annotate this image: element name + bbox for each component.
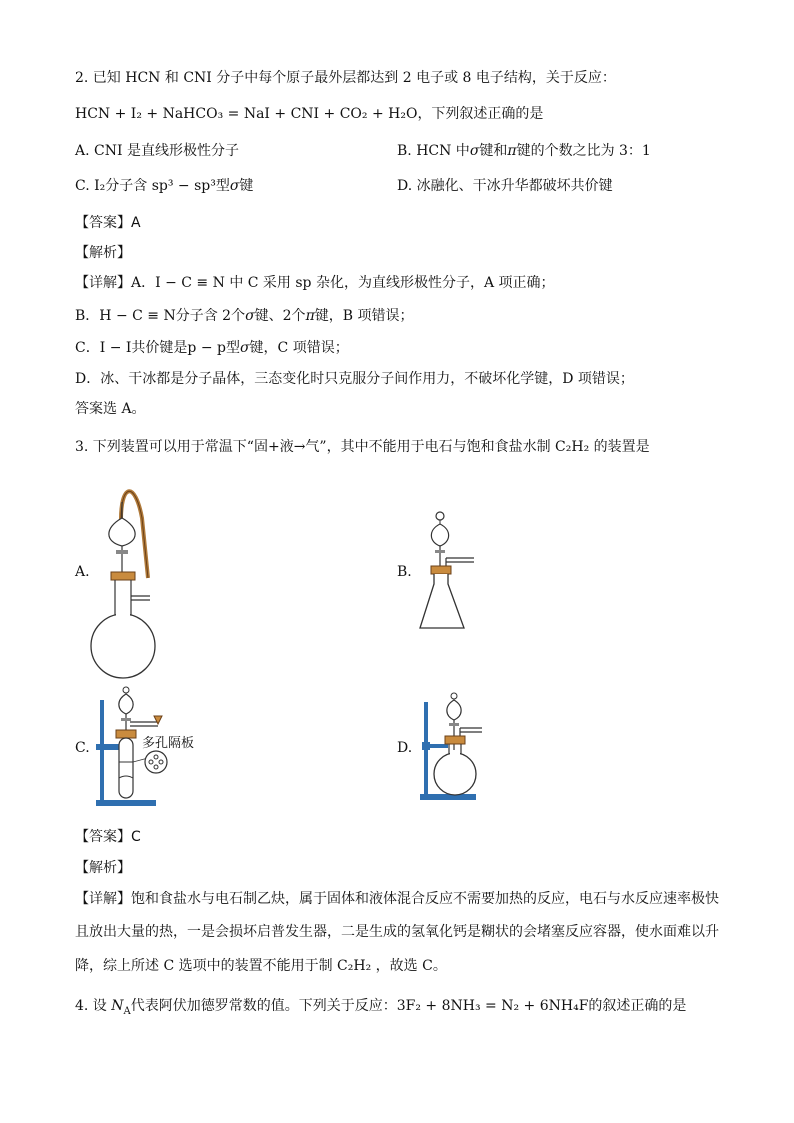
q3-label-c: C. <box>75 740 90 756</box>
q3-label-a: A. <box>75 564 90 580</box>
q2-stem-tail: ，下列叙述正确的是 <box>417 106 544 122</box>
apparatus-a-figure <box>90 478 180 683</box>
q3-stem: 3. 下列装置可以用于常温下“固+液→气”，其中不能用于电石与饱和食盐水制 C₂H₂ 的装置是 <box>75 439 650 455</box>
sigma-symbol: σ <box>239 340 250 356</box>
pi-symbol: π <box>305 308 315 324</box>
q3-label-b: B. <box>397 564 412 580</box>
q4-stem-text: 4. 设 <box>75 998 112 1014</box>
q4-stem <box>75 996 686 1022</box>
avogadro-symbol: N <box>111 998 124 1014</box>
q2-option-d: D. 冰融化、干冰升华都破坏共价键 <box>397 178 613 194</box>
q2-detail-b-text: 键、2个 <box>254 308 306 324</box>
q4-stem-text: 的叙述正确的是 <box>588 998 687 1014</box>
apparatus-d-figure <box>416 690 496 805</box>
apparatus-a-drawing <box>90 478 180 683</box>
q3-label-d: D. <box>397 740 413 756</box>
apparatus-d-drawing <box>416 690 496 805</box>
q2-option-c-text: C. I₂分子含 sp³ − sp³型 <box>75 178 230 194</box>
q2-equation: HCN + I₂ + NaHCO₃ = NaI + CNI + CO₂ + H₂O <box>75 106 418 122</box>
q2-answer: 【答案】A <box>75 215 141 231</box>
q2-detail-b-text: B．H − C ≡ N分子含 2个 <box>75 308 246 324</box>
sigma-symbol: σ <box>469 143 480 159</box>
sigma-symbol: σ <box>229 178 240 194</box>
q2-option-b-text: B. HCN 中 <box>397 143 470 159</box>
q2-detail-c-text: C．I − I共价键是p − p型 <box>75 340 240 356</box>
q2-final-answer: 答案选 A。 <box>75 401 146 417</box>
q2-detail-c-text: 键，C 项错误； <box>249 340 349 356</box>
q3-detail-line3: 降，综上所述 C 选项中的装置不能用于制 C₂H₂ ，故选 C。 <box>75 958 447 974</box>
q2-detail-b <box>75 306 414 326</box>
q2-detail-d: D．冰、干冰都是分子晶体，三态变化时只克服分子间作用力，不破坏化学键，D 项错误； <box>75 371 634 387</box>
q2-option-b-text: 键的个数之比为 3：1 <box>516 143 651 159</box>
pi-symbol: π <box>507 143 517 159</box>
q2-option-c-text: 键 <box>239 178 254 194</box>
apparatus-b-drawing <box>416 510 486 635</box>
porous-plate-label: 多孔隔板 <box>142 736 195 751</box>
q2-detail-a: 【详解】A．I − C ≡ N 中 C 采用 sp 杂化，为直线形极性分子，A 项正确； <box>75 275 555 291</box>
q2-detail-b-text: 键，B 项错误； <box>314 308 414 324</box>
q2-option-c <box>75 176 253 196</box>
q4-stem-text: 代表阿伏加德罗常数的值。下列关于反应： <box>130 998 397 1014</box>
q2-detail-c <box>75 338 349 358</box>
q3-detail-line1: 【详解】饱和食盐水与电石制乙炔，属于固体和液体混合反应不需要加热的反应，电石与水反应速率极快 <box>75 891 719 907</box>
q2-stem-line2 <box>75 104 543 124</box>
q2-stem-line1: 2. 已知 HCN 和 CNI 分子中每个原子最外层都达到 2 电子或 8 电子结构，关于反应： <box>75 70 616 86</box>
q2-option-b-text: 键和 <box>479 143 508 159</box>
q4-equation: 3F₂ + 8NH₃ = N₂ + 6NH₄F <box>396 998 589 1014</box>
sigma-symbol: σ <box>245 308 255 324</box>
apparatus-b-figure <box>416 510 486 635</box>
avogadro-subscript: A <box>123 1005 131 1017</box>
q3-answer: 【答案】C <box>75 829 141 845</box>
q3-analysis-heading: 【解析】 <box>75 860 131 876</box>
q3-detail-line2: 且放出大量的热，一是会损坏启普发生器，二是生成的氢氧化钙是糊状的会堵塞反应容器，使水面难以升 <box>75 924 719 940</box>
q2-analysis-heading: 【解析】 <box>75 245 131 261</box>
q2-option-b <box>397 141 651 161</box>
q2-option-a: A. CNI 是直线形极性分子 <box>75 143 239 159</box>
